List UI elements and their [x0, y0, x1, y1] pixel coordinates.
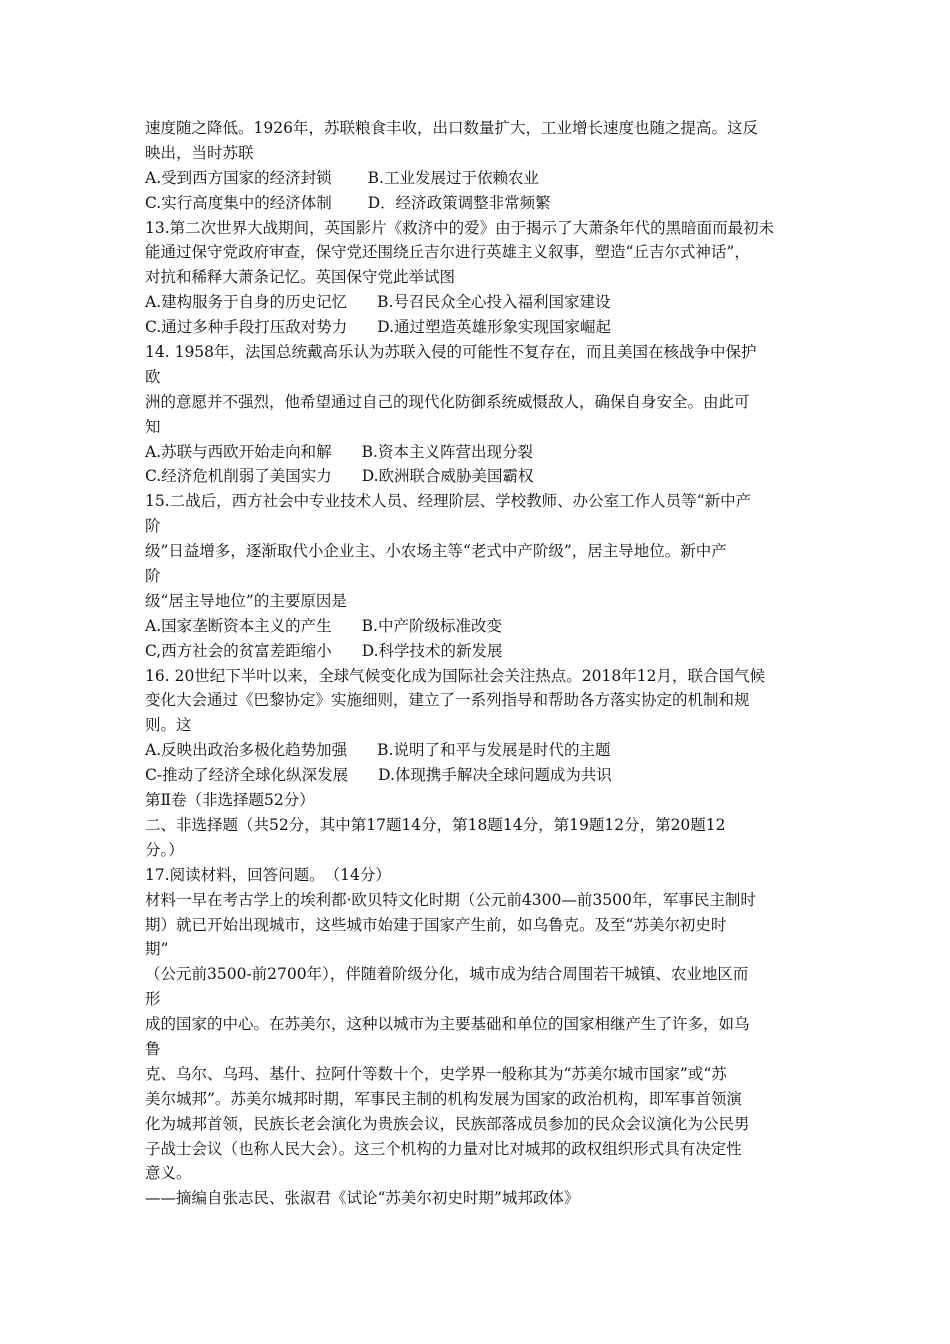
- text-line: ——摘编自张志民、张淑君《试论“苏美尔初史时期”城邦政体》: [145, 1189, 580, 1208]
- text-line: （公元前3500-前2700年），伴随着阶级分化，城市成为结合周围若干城镇、农业地区而: [145, 965, 749, 984]
- text-line: 对抗和稀释大萧条记忆。英国保守党此举试图: [145, 268, 456, 287]
- text-line: 子战士会议（也称人民大会）。这三个机构的力量对比对城邦的政权组织形式具有决定性: [145, 1139, 742, 1158]
- text-line: 材料一早在考古学上的埃利都·欧贝特文化时期（公元前4300—前3500年，军事民主制时: [145, 890, 756, 909]
- answer-option: A.反映出政治多极化趋势加强: [145, 741, 348, 760]
- text-line: 则。这: [145, 716, 192, 735]
- text-line: 期）就已开始出现城市，这些城市始建于国家产生前，如乌鲁克。及至“苏美尔初史时: [145, 915, 727, 934]
- text-line: 克、乌尔、乌玛、基什、拉阿什等数十个，史学界一般称其为“苏美尔城市国家”或“苏: [145, 1064, 727, 1083]
- answer-option: C.通过多种手段打压敌对势力: [145, 318, 348, 337]
- text-line: 映出，当时苏联: [145, 143, 254, 162]
- answer-option: C-推动了经济全球化纵深发展: [145, 766, 349, 785]
- answer-options-line: [145, 290, 815, 315]
- answer-options-line: [145, 639, 815, 664]
- text-line: 第Ⅱ卷（非选择题52分）: [145, 791, 315, 810]
- answer-option: D.欧洲联合威胁美国霸权: [361, 467, 534, 486]
- answer-option: A.建构服务于自身的历史记忆: [145, 293, 348, 312]
- text-line: 16. 20世纪下半叶以来，全球气候变化成为国际社会关注热点。2018年12月，联合国气候: [145, 666, 765, 685]
- answer-options-line: [145, 315, 815, 340]
- text-line: 期”: [145, 940, 169, 959]
- text-line: 阶: [145, 517, 161, 536]
- answer-options-line: [145, 763, 815, 788]
- answer-options-line: [145, 614, 815, 639]
- answer-option: A.苏联与西欧开始走向和解: [145, 442, 332, 461]
- answer-options-line: [145, 191, 815, 216]
- text-line: 17.阅读材料，回答问题。 （14分）: [145, 865, 391, 884]
- answer-option: B.资本主义阵营出现分裂: [361, 442, 533, 461]
- text-line: 化为城邦首领，民族长老会演化为贵族会议，民族部落成员参加的民众会议演化为公民男: [145, 1114, 750, 1133]
- text-line: 级“居主导地位”的主要原因是: [145, 591, 347, 610]
- text-line: 14. 1958年，法国总统戴高乐认为苏联入侵的可能性不复存在，而且美国在核战争中保护: [145, 343, 757, 362]
- answer-option: B.工业发展过于依赖农业: [367, 168, 539, 187]
- answer-option: C,西方社会的贫富差距缩小: [145, 641, 332, 660]
- text-line: 阶: [145, 567, 161, 586]
- text-line: 意义。: [145, 1164, 192, 1183]
- text-line: 级”日益增多，逐渐取代小企业主、小农场主等“老式中产阶级”，居主导地位。新中产: [145, 542, 727, 561]
- answer-option: D.通过塑造英雄形象实现国家崛起: [377, 318, 612, 337]
- answer-option: C.实行高度集中的经济体制: [145, 193, 332, 212]
- answer-option: A.国家垄断资本主义的产生: [145, 616, 332, 635]
- text-line: 变化大会通过《巴黎协定》实施细则，建立了一系列指导和帮助各方落实协定的机制和规: [145, 691, 750, 710]
- text-line: 知: [145, 417, 161, 436]
- text-line: 速度随之降低。1926年，苏联粮食丰收，出口数量扩大，工业增长速度也随之提高。这反: [145, 119, 758, 137]
- answer-options-line: [145, 738, 815, 763]
- text-line: 洲的意愿并不强烈，他希望通过自己的现代化防御系统威慑敌人，确保自身安全。由此可: [145, 392, 750, 411]
- text-line: 鲁: [145, 1039, 161, 1058]
- text-line: 欧: [145, 367, 161, 386]
- text-line: 能通过保守党政府审查，保守党还围绕丘吉尔进行英雄主义叙事，塑造“丘吉尔式神话”，: [145, 243, 750, 262]
- text-line: 15.二战后，西方社会中专业技术人员、经理阶层、学校教师、办公室工作人员等“新中产: [145, 492, 752, 511]
- answer-option: A.受到西方国家的经济封锁: [145, 168, 332, 187]
- answer-option: D．经济政策调整非常频繁: [367, 193, 551, 212]
- answer-option: C.经济危机削弱了美国实力: [145, 467, 332, 486]
- answer-option: B.号召民众全心投入福利国家建设: [377, 293, 611, 312]
- answer-option: D.科学技术的新发展: [361, 641, 503, 660]
- answer-options-line: [145, 166, 815, 191]
- text-line: 美尔城邦”。苏美尔城邦时期，军事民主制的机构发展为国家的政治机构，即军事首领演: [145, 1089, 742, 1108]
- answer-option: B.中产阶级标准改变: [361, 616, 502, 635]
- answer-options-line: [145, 440, 815, 465]
- text-line: 分。）: [145, 840, 184, 859]
- exam-text: [145, 116, 815, 1211]
- answer-options-line: [145, 464, 815, 489]
- text-line: 成的国家的中心。在苏美尔，这种以城市为主要基础和单位的国家相继产生了许多，如乌: [145, 1015, 750, 1034]
- text-line: 13.第二次世界大战期间，英国影片《救济中的爱》由于揭示了大萧条年代的黑暗面而最初未: [145, 218, 775, 237]
- answer-option: B.说明了和平与发展是时代的主题: [377, 741, 611, 760]
- answer-option: D.体现携手解决全球问题成为共识: [378, 766, 612, 785]
- text-line: 二、非选择题（共52分，其中第17题14分，第18题14分，第19题12分，第20题12: [145, 815, 726, 834]
- text-line: 形: [145, 990, 161, 1009]
